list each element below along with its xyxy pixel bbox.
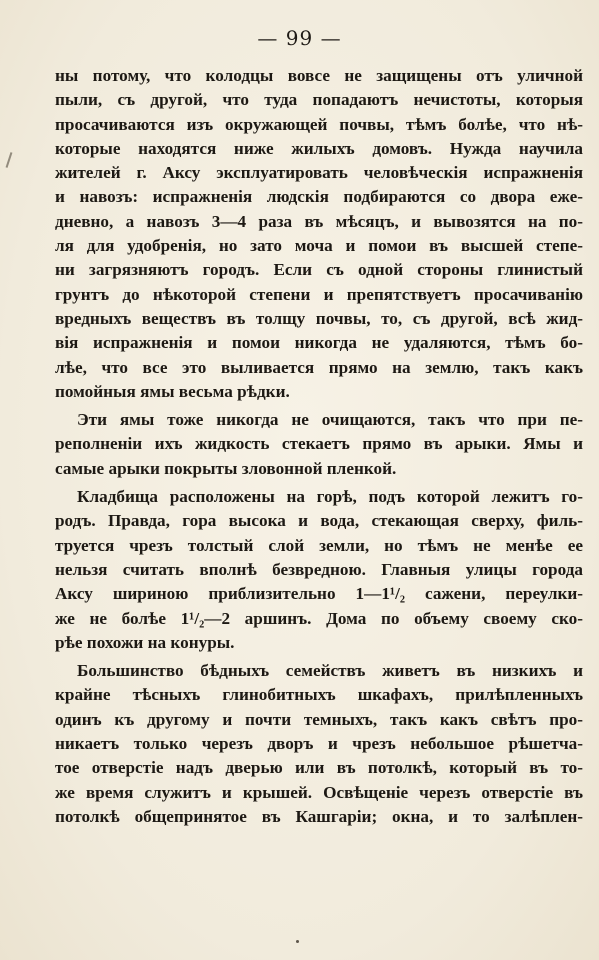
paragraph bbox=[55, 64, 583, 404]
text-line: Большинство бѣдныхъ семействъ живетъ въ низкихъ и bbox=[77, 661, 583, 681]
text-line: труется чрезъ толстый слой земли, но тѣмъ не менѣе ее bbox=[55, 535, 583, 555]
text-line: жителей г. Аксу эксплуатировать человѣческія испражненія bbox=[55, 163, 583, 183]
text-line: дневно, а навозъ 3—4 раза въ мѣсяцъ, и вывозятся на по- bbox=[55, 211, 583, 231]
text-line: пыли, съ другой, что туда попадаютъ нечистоты, которыя bbox=[55, 90, 583, 110]
text-line: ни загрязняютъ городъ. Если съ одной стороны глинистый bbox=[55, 260, 583, 280]
text-line: вредныхъ веществъ въ толщу почвы, то, съ другой, всѣ жид- bbox=[55, 308, 583, 328]
text-line: самые арыки покрыты зловонной пленкой. bbox=[55, 458, 397, 478]
text-line: помойныя ямы весьма рѣдки. bbox=[55, 381, 290, 401]
text-line: Кладбища расположены на горѣ, подъ которой лежитъ го- bbox=[77, 487, 583, 507]
text-line: родъ. Правда, гора высока и вода, стекающая сверху, филь- bbox=[55, 511, 583, 531]
page-number: — 99 — bbox=[257, 26, 342, 50]
text-line: тое отверстіе надъ дверью или въ потолкѣ, который въ то- bbox=[55, 758, 583, 778]
text-line: которые находятся ниже жилыхъ домовъ. Нужда научила bbox=[55, 138, 583, 158]
text-line: реполненіи ихъ жидкость стекаетъ прямо въ арыки. Ямы и bbox=[55, 434, 583, 454]
text-line: ля для удобренія, но зато моча и помои въ высшей степе- bbox=[55, 236, 583, 256]
text-line: одинъ къ другому и почти темныхъ, такъ какъ свѣтъ про- bbox=[55, 709, 583, 729]
text-line: нельзя считать вполнѣ безвредною. Главныя улицы города bbox=[55, 559, 583, 579]
text-line: и навозъ: испражненія людскія подбираются со двора еже- bbox=[55, 187, 583, 207]
paragraph bbox=[55, 659, 583, 829]
text-line: вія испражненія и помои никогда не удаляются, тѣмъ бо- bbox=[55, 333, 583, 353]
text-line: никаетъ только черезъ дворъ и чрезъ небольшое рѣшетча- bbox=[55, 734, 583, 754]
text-line: Эти ямы тоже никогда не очищаются, такъ что при пе- bbox=[77, 410, 583, 430]
text-line: просачиваются изъ окружающей почвы, тѣмъ болѣе, что нѣ- bbox=[55, 114, 583, 134]
text-line: Аксу шириною приблизительно 1—1¹/₂ сажени, переулки- bbox=[55, 584, 583, 604]
text-line: грунтъ до нѣкоторой степени и препятствуетъ просачиванію bbox=[55, 284, 583, 304]
text-line: потолкѣ общепринятое въ Кашгаріи; окна, и то залѣплен- bbox=[55, 806, 583, 826]
text-line: рѣе похожи на конуры. bbox=[55, 632, 235, 652]
margin-pencil-mark bbox=[6, 152, 13, 168]
text-line: ны потому, что колодцы вовсе не защищены отъ уличной bbox=[55, 66, 583, 85]
text-line: лѣе, что все это выливается прямо на землю, такъ какъ bbox=[55, 357, 583, 377]
paragraph bbox=[55, 485, 583, 655]
body-text bbox=[55, 64, 583, 829]
bottom-ink-dot bbox=[296, 940, 299, 943]
text-line: же не болѣе 1¹/₂—2 аршинъ. Дома по объему своему ско- bbox=[55, 608, 583, 628]
text-line: же время служитъ и крышей. Освѣщеніе черезъ отверстіе въ bbox=[55, 782, 583, 802]
paragraph bbox=[55, 408, 583, 481]
text-line: крайне тѣсныхъ глинобитныхъ шкафахъ, прилѣпленныхъ bbox=[55, 685, 583, 705]
